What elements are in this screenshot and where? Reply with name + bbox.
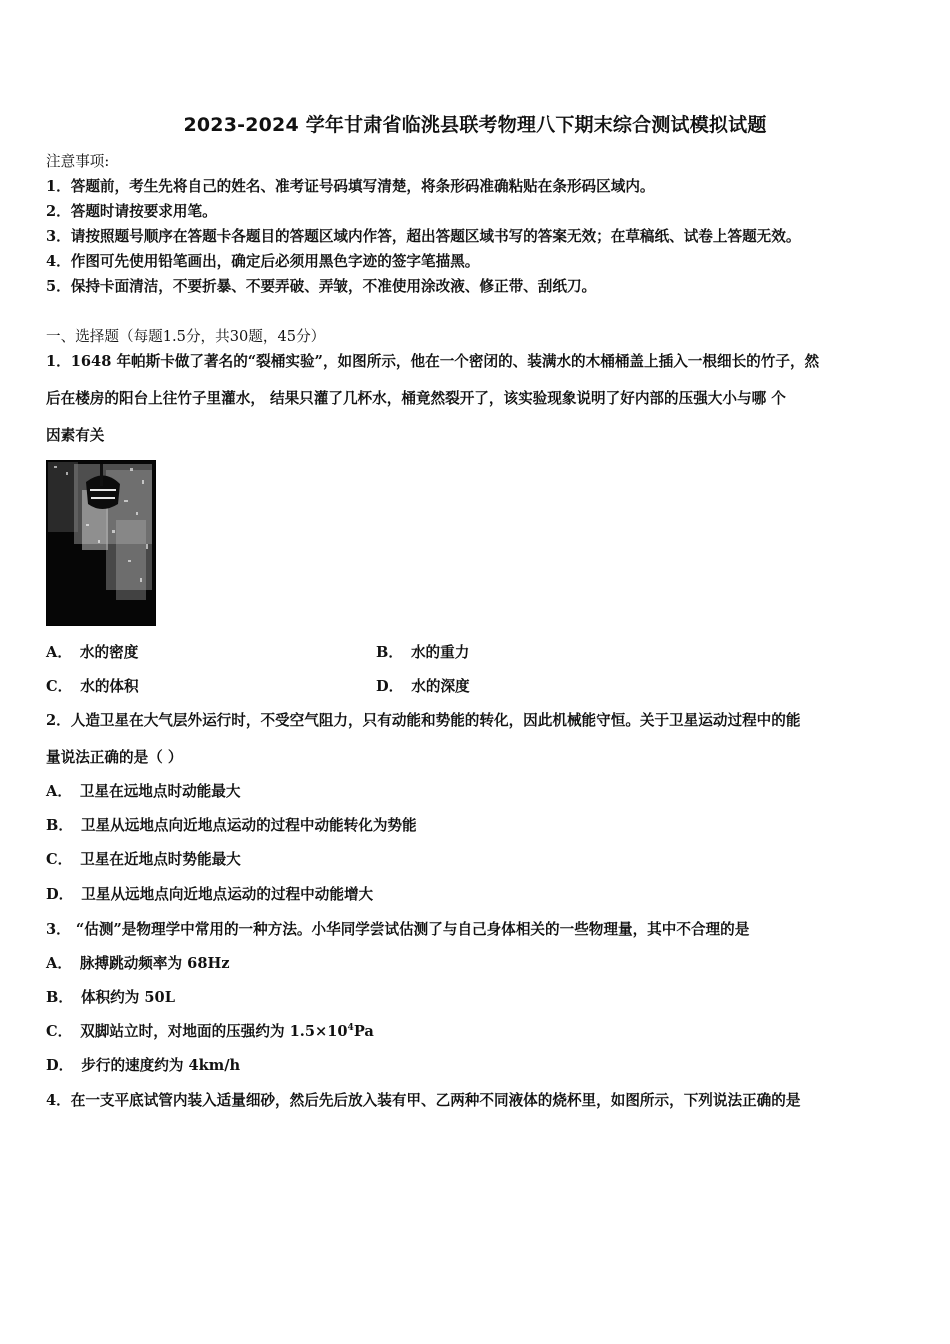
option-label: D．	[376, 678, 404, 695]
option-text: 双脚站立时，对地面的压强约为 1.5×10	[80, 1023, 348, 1040]
question-3-option-b	[46, 988, 175, 1008]
option-label: C．	[46, 678, 73, 695]
notice-heading: 注意事项:	[46, 153, 110, 170]
section-heading: 一、选择题（每题1.5分，共30题，45分）	[46, 328, 326, 345]
option-label: B．	[376, 644, 403, 661]
question-1-option-a	[46, 643, 138, 663]
option-text: 卫星在近地点时势能最大	[80, 851, 241, 868]
option-text: 水的密度	[79, 644, 139, 661]
option-label: A．	[46, 955, 72, 972]
question-1-option-c	[46, 677, 139, 697]
option-label: A．	[46, 783, 72, 800]
notice-item: 2．答题时请按要求用笔。	[46, 203, 217, 220]
option-text: 卫星从远地点向近地点运动的过程中动能增大	[81, 886, 374, 903]
notice-item: 1．答题前，考生先将自己的姓名、准考证号码填写清楚，将条形码准确粘贴在条形码区域内。	[46, 178, 655, 195]
question-2-option-d	[46, 885, 373, 905]
option-label: B．	[46, 989, 73, 1006]
option-text: 卫星从远地点向近地点运动的过程中动能转化为势能	[80, 817, 417, 834]
notice-item: 4．作图可先使用铅笔画出，确定后必须用黑色字迹的签字笔描黑。	[46, 253, 480, 270]
page-title: 2023-2024 学年甘肃省临洮县联考物理八下期末综合测试模拟试题	[183, 114, 767, 136]
option-text: 脉搏跳动频率为 68Hz	[79, 955, 230, 972]
option-text: 水的重力	[410, 644, 470, 661]
option-label: C．	[46, 851, 73, 868]
question-3-option-a	[46, 954, 230, 974]
barrel-experiment-image	[46, 460, 156, 626]
question-2-line: 量说法正确的是（ ）	[46, 749, 183, 766]
question-2-line: 2．人造卫星在大气层外运行时，不受空气阻力，只有动能和势能的转化，因此机械能守恒。关于卫星运动过程中的能	[46, 712, 801, 729]
option-text: 水的深度	[411, 678, 470, 695]
question-2-option-c	[46, 850, 241, 870]
notice-item: 3．请按照题号顺序在答题卡各题目的答题区域内作答，超出答题区域书写的答案无效；在草稿纸、试卷上答题无效。	[46, 228, 801, 245]
option-text: 卫星在远地点时动能最大	[79, 783, 241, 800]
option-label: D．	[46, 1057, 74, 1074]
question-3-stem: 3． “估测”是物理学中常用的一种方法。小华同学尝试估测了与自己身体相关的一些物理量，其中不合理的是	[46, 921, 750, 938]
option-text: 水的体积	[80, 678, 139, 695]
option-label: B．	[46, 817, 73, 834]
option-label: C．	[46, 1023, 73, 1040]
question-4-stem: 4．在一支平底试管内装入适量细砂，然后先后放入装有甲、乙两种不同液体的烧杯里，如图所示，下列说法正确的是	[46, 1092, 801, 1109]
option-label: A．	[46, 644, 72, 661]
notice-item: 5．保持卡面清洁，不要折暴、不要弄破、弄皱，不准使用涂改液、修正带、刮纸刀。	[46, 278, 597, 295]
option-unit: Pa	[353, 1023, 374, 1040]
question-1-line: 1．1648 年帕斯卡做了著名的“裂桶实验”，如图所示，他在一个密闭的、装满水的木桶桶盖上插入一根细长的竹子，然	[46, 353, 820, 370]
question-3-option-c	[46, 1022, 374, 1042]
option-text: 体积约为 50L	[80, 989, 175, 1006]
question-1-line: 因素有关	[46, 427, 105, 444]
question-3-option-d	[46, 1056, 240, 1076]
option-text: 步行的速度约为 4km/h	[81, 1057, 241, 1074]
question-2-option-b	[46, 816, 417, 836]
question-1-option-b	[376, 643, 469, 663]
exponent: 4	[347, 1023, 354, 1034]
question-1-option-d	[376, 677, 470, 697]
option-label: D．	[46, 886, 74, 903]
question-1-line: 后在楼房的阳台上往竹子里灌水， 结果只灌了几杯水，桶竟然裂开了，该实验现象说明了好内部的压强大小与哪 个	[46, 390, 786, 407]
question-2-option-a	[46, 782, 240, 802]
